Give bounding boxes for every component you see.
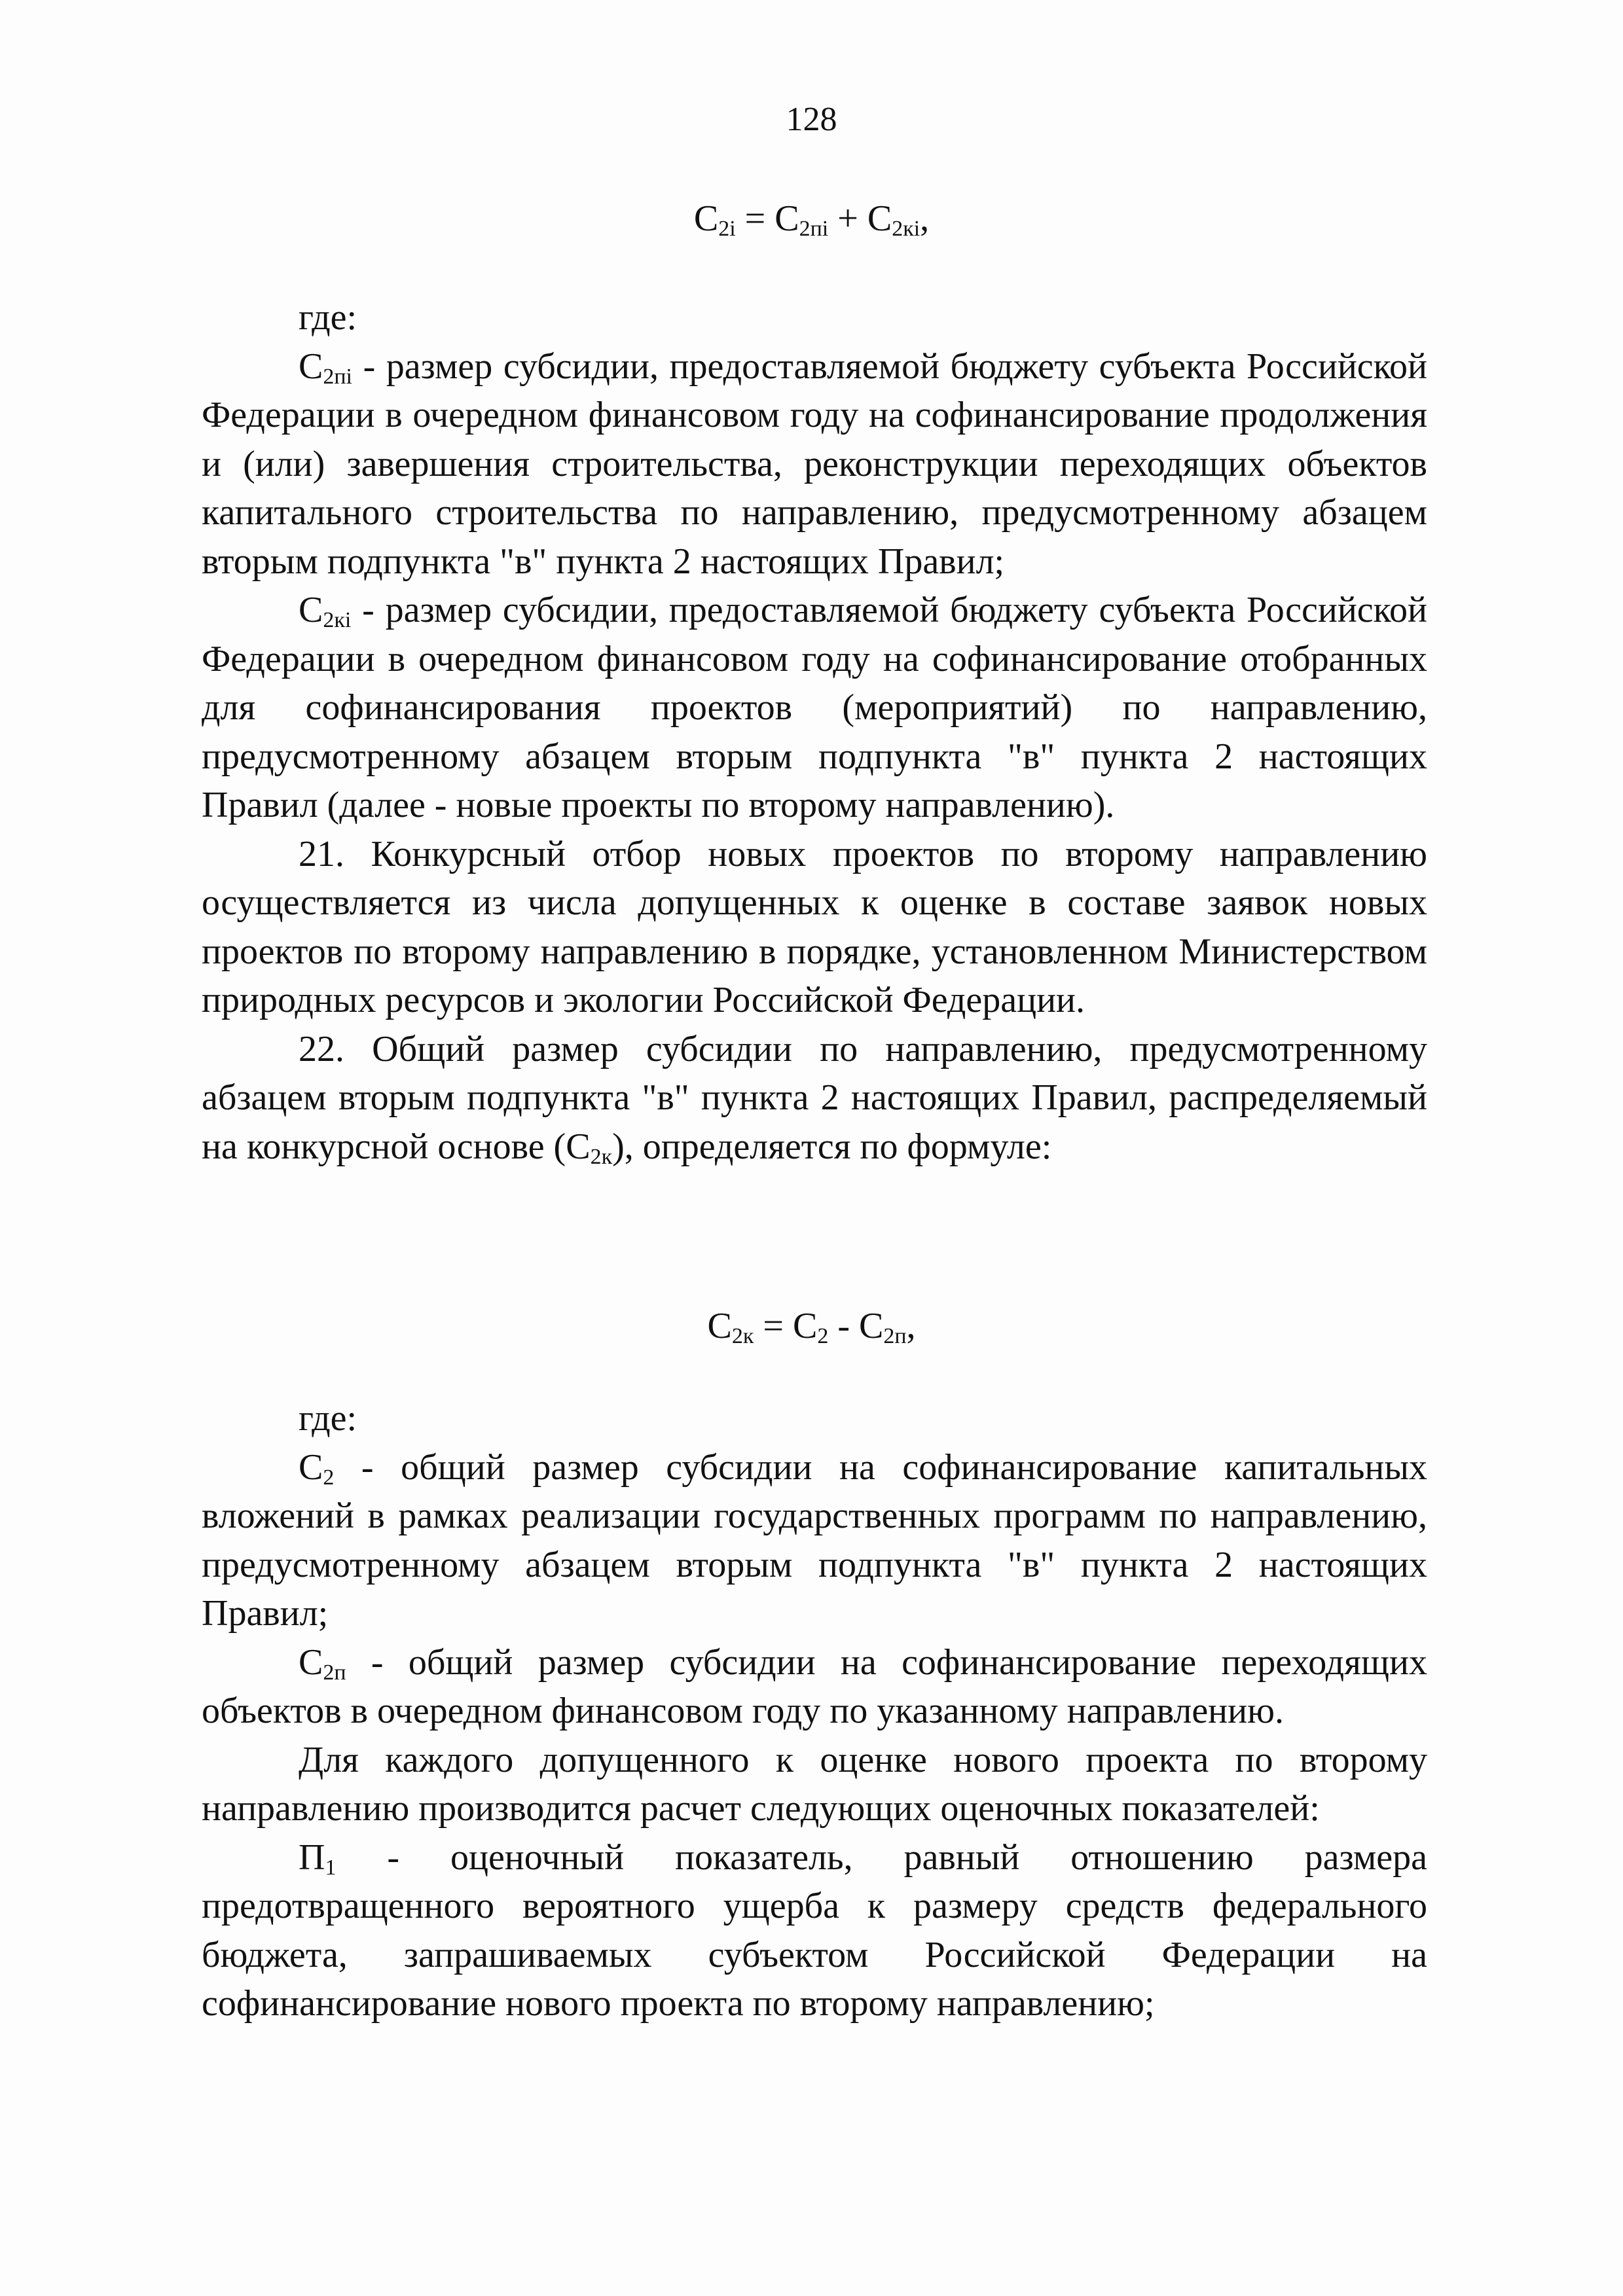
formula-c2k-term-1: $С_2$	[792, 1306, 829, 1348]
definition-c2: $С_2$ - общий размер субсидии на софинансирование капитальных вложений в рамках реализации государственных программ по направлению, предусмотренному абзацем вторым подпункта "в" пункта 2 настоящих Правил;	[202, 1446, 1427, 1634]
formula-c2i-lhs: $С_{2i}$	[693, 198, 736, 241]
paragraph-21: 21. Конкурсный отбор новых проектов по второму направлению осуществляется из числа допущенных к оценке в составе заявок новых проектов по второму направлению в порядке, установленном Министерством природных ресурсов и экологии Российской Федерации.	[202, 833, 1427, 1020]
text-block-1	[202, 293, 1427, 1171]
paragraph-22: 22. Общий размер субсидии по направлению, предусмотренному абзацем вторым подпункта "в" пункта 2 настоящих Правил, распределяемый на конкурсной основе $(С_{2к})$, определяется по формуле:	[202, 1028, 1427, 1169]
formula-c2i: $С_{2i} = С_{2пi} + С_{2кi}$,	[693, 198, 930, 241]
definition-c2ki: $С_{2кi}$ - размер субсидии, предоставляемой бюджету субъекта Российской Федерации в очередном финансовом году на софинансирование отобранных для софинансирования проектов (мероприятий) по направлению, предусмотренному абзацем вторым подпункта "в" пункта 2 настоящих Правил (далее - новые проекты по второму направлению).	[202, 590, 1427, 825]
formula-c2k-lhs: $С_{2к}$	[707, 1306, 754, 1348]
definition-c2p: $С_{2п}$ - общий размер субсидии на софинансирование переходящих объектов в очередном финансовом году по указанному направлению.	[202, 1641, 1427, 1731]
where-label-2: где:	[299, 1398, 357, 1439]
where-label-1: где:	[299, 297, 357, 338]
definition-c2pi: $С_{2пi}$ - размер субсидии, предоставляемой бюджету субъекта Российской Федерации в очередном финансовом году на софинансирование продолжения и (или) завершения строительства, реконструкции переходящих объектов капитального строительства по направлению, предусмотренному абзацем вторым подпункта "в" пункта 2 настоящих Правил;	[202, 346, 1427, 582]
formula-c2k: $С_{2к} = С_2 - С_{2п}$,	[707, 1306, 916, 1348]
paragraph-indicators: Для каждого допущенного к оценке нового проекта по второму направлению производится расчет следующих оценочных показателей:	[202, 1739, 1427, 1829]
formula-c2i-term-2: $С_{2кi}$	[867, 198, 921, 241]
formula-c2k-term-2: $С_{2п}$	[858, 1306, 907, 1348]
formula-c2i-term-1: $С_{2пi}$	[775, 198, 829, 241]
text-block-2	[202, 1394, 1427, 2028]
page-number: 128	[786, 101, 837, 138]
definition-p1: $П_1$ - оценочный показатель, равный отношению размера предотвращенного вероятного ущерба к размеру средств федерального бюджета, запрашиваемых субъектом Российской Федерации на софинансирование нового проекта по второму направлению;	[202, 1837, 1427, 2024]
